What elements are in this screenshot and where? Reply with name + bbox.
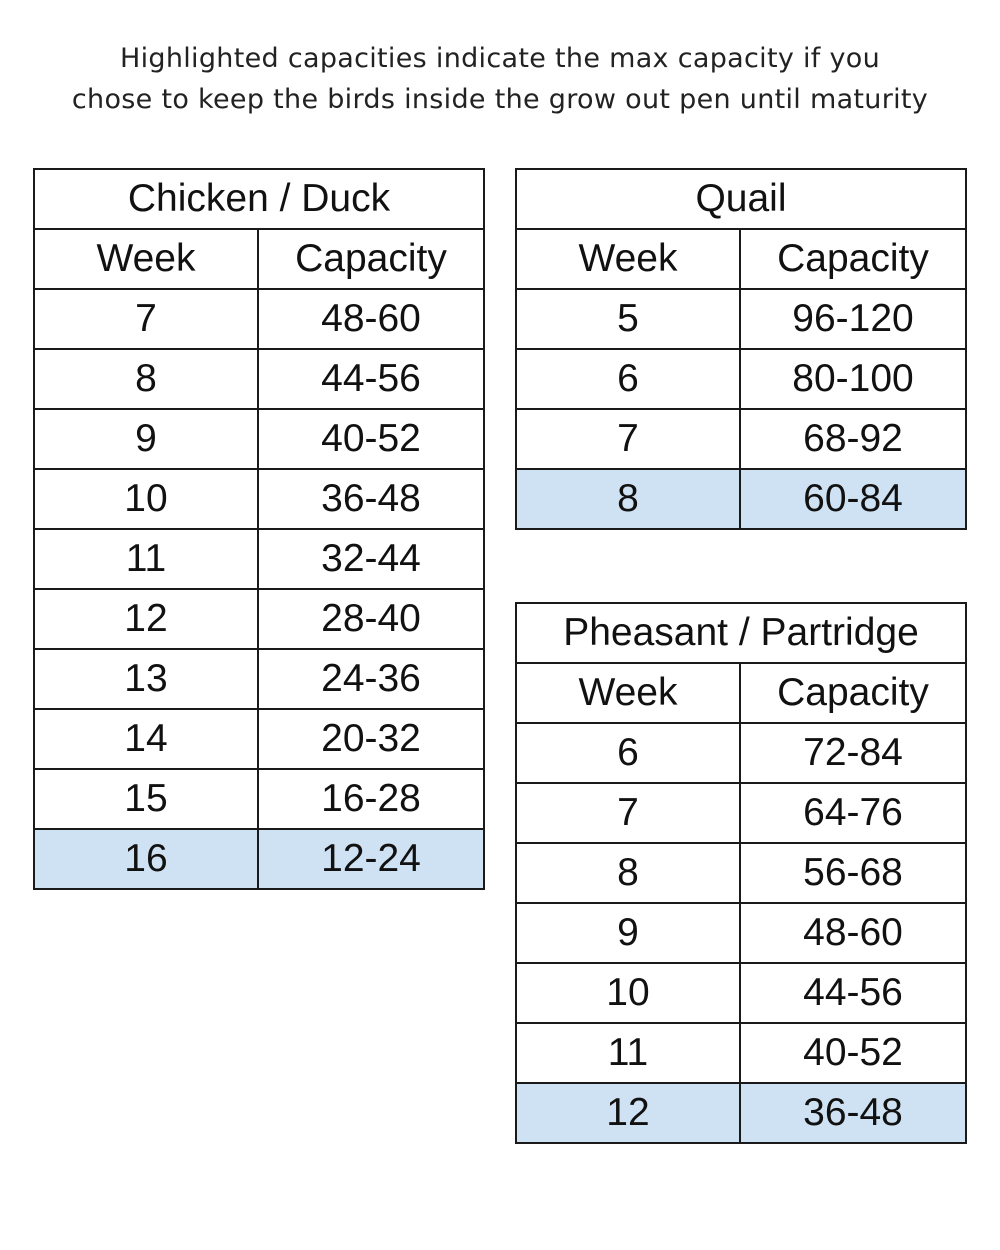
week-cell: 11 xyxy=(516,1023,740,1083)
capacity-cell: 44-56 xyxy=(258,349,484,409)
table-body xyxy=(516,723,966,1143)
week-cell: 9 xyxy=(34,409,258,469)
capacity-cell: 60-84 xyxy=(740,469,966,529)
week-cell: 9 xyxy=(516,903,740,963)
table-title: Pheasant / Partridge xyxy=(516,603,966,663)
table-row xyxy=(516,903,966,963)
table-body xyxy=(516,289,966,529)
capacity-cell: 36-48 xyxy=(258,469,484,529)
capacity-header: Capacity xyxy=(258,229,484,289)
table-row-highlighted xyxy=(34,829,484,889)
week-cell: 10 xyxy=(516,963,740,1023)
pheasant-partridge-table xyxy=(515,602,967,1144)
week-header: Week xyxy=(516,663,740,723)
week-cell: 8 xyxy=(516,843,740,903)
table-row xyxy=(34,289,484,349)
week-cell: 7 xyxy=(34,289,258,349)
week-cell: 14 xyxy=(34,709,258,769)
note-line-1: Highlighted capacities indicate the max capacity if you xyxy=(120,43,880,74)
week-cell: 16 xyxy=(34,829,258,889)
week-cell: 12 xyxy=(516,1083,740,1143)
table-row xyxy=(34,529,484,589)
capacity-cell: 56-68 xyxy=(740,843,966,903)
week-cell: 15 xyxy=(34,769,258,829)
week-cell: 5 xyxy=(516,289,740,349)
quail-table xyxy=(515,168,967,530)
table-title: Chicken / Duck xyxy=(34,169,484,229)
capacity-cell: 16-28 xyxy=(258,769,484,829)
capacity-cell: 12-24 xyxy=(258,829,484,889)
table-row xyxy=(34,589,484,649)
capacity-cell: 48-60 xyxy=(740,903,966,963)
table-row xyxy=(34,709,484,769)
table-row xyxy=(34,409,484,469)
capacity-cell: 40-52 xyxy=(740,1023,966,1083)
table-row-highlighted xyxy=(516,469,966,529)
note-line-2: chose to keep the birds inside the grow out pen until maturity xyxy=(71,84,929,115)
table-title: Quail xyxy=(516,169,966,229)
capacity-cell: 28-40 xyxy=(258,589,484,649)
table-row xyxy=(516,409,966,469)
capacity-header: Capacity xyxy=(740,229,966,289)
table-row xyxy=(516,963,966,1023)
week-header: Week xyxy=(34,229,258,289)
table-row xyxy=(34,469,484,529)
table-row xyxy=(34,649,484,709)
table-row xyxy=(516,289,966,349)
capacity-cell: 36-48 xyxy=(740,1083,966,1143)
capacity-cell: 80-100 xyxy=(740,349,966,409)
capacity-header: Capacity xyxy=(740,663,966,723)
week-header: Week xyxy=(516,229,740,289)
table-row xyxy=(516,723,966,783)
week-cell: 6 xyxy=(516,349,740,409)
week-cell: 7 xyxy=(516,783,740,843)
capacity-cell: 68-92 xyxy=(740,409,966,469)
capacity-cell: 44-56 xyxy=(740,963,966,1023)
capacity-cell: 96-120 xyxy=(740,289,966,349)
capacity-cell: 40-52 xyxy=(258,409,484,469)
highlight-note xyxy=(0,38,1000,120)
table-row xyxy=(34,769,484,829)
capacity-cell: 20-32 xyxy=(258,709,484,769)
table-row xyxy=(34,349,484,409)
capacity-cell: 32-44 xyxy=(258,529,484,589)
week-cell: 7 xyxy=(516,409,740,469)
week-cell: 10 xyxy=(34,469,258,529)
week-cell: 13 xyxy=(34,649,258,709)
capacity-cell: 48-60 xyxy=(258,289,484,349)
week-cell: 8 xyxy=(516,469,740,529)
week-cell: 11 xyxy=(34,529,258,589)
table-row xyxy=(516,783,966,843)
table-row xyxy=(516,1023,966,1083)
capacity-cell: 64-76 xyxy=(740,783,966,843)
capacity-cell: 72-84 xyxy=(740,723,966,783)
week-cell: 6 xyxy=(516,723,740,783)
table-row xyxy=(516,843,966,903)
capacity-cell: 24-36 xyxy=(258,649,484,709)
week-cell: 8 xyxy=(34,349,258,409)
table-row-highlighted xyxy=(516,1083,966,1143)
table-body xyxy=(34,289,484,889)
chicken-duck-table xyxy=(33,168,485,890)
week-cell: 12 xyxy=(34,589,258,649)
table-row xyxy=(516,349,966,409)
